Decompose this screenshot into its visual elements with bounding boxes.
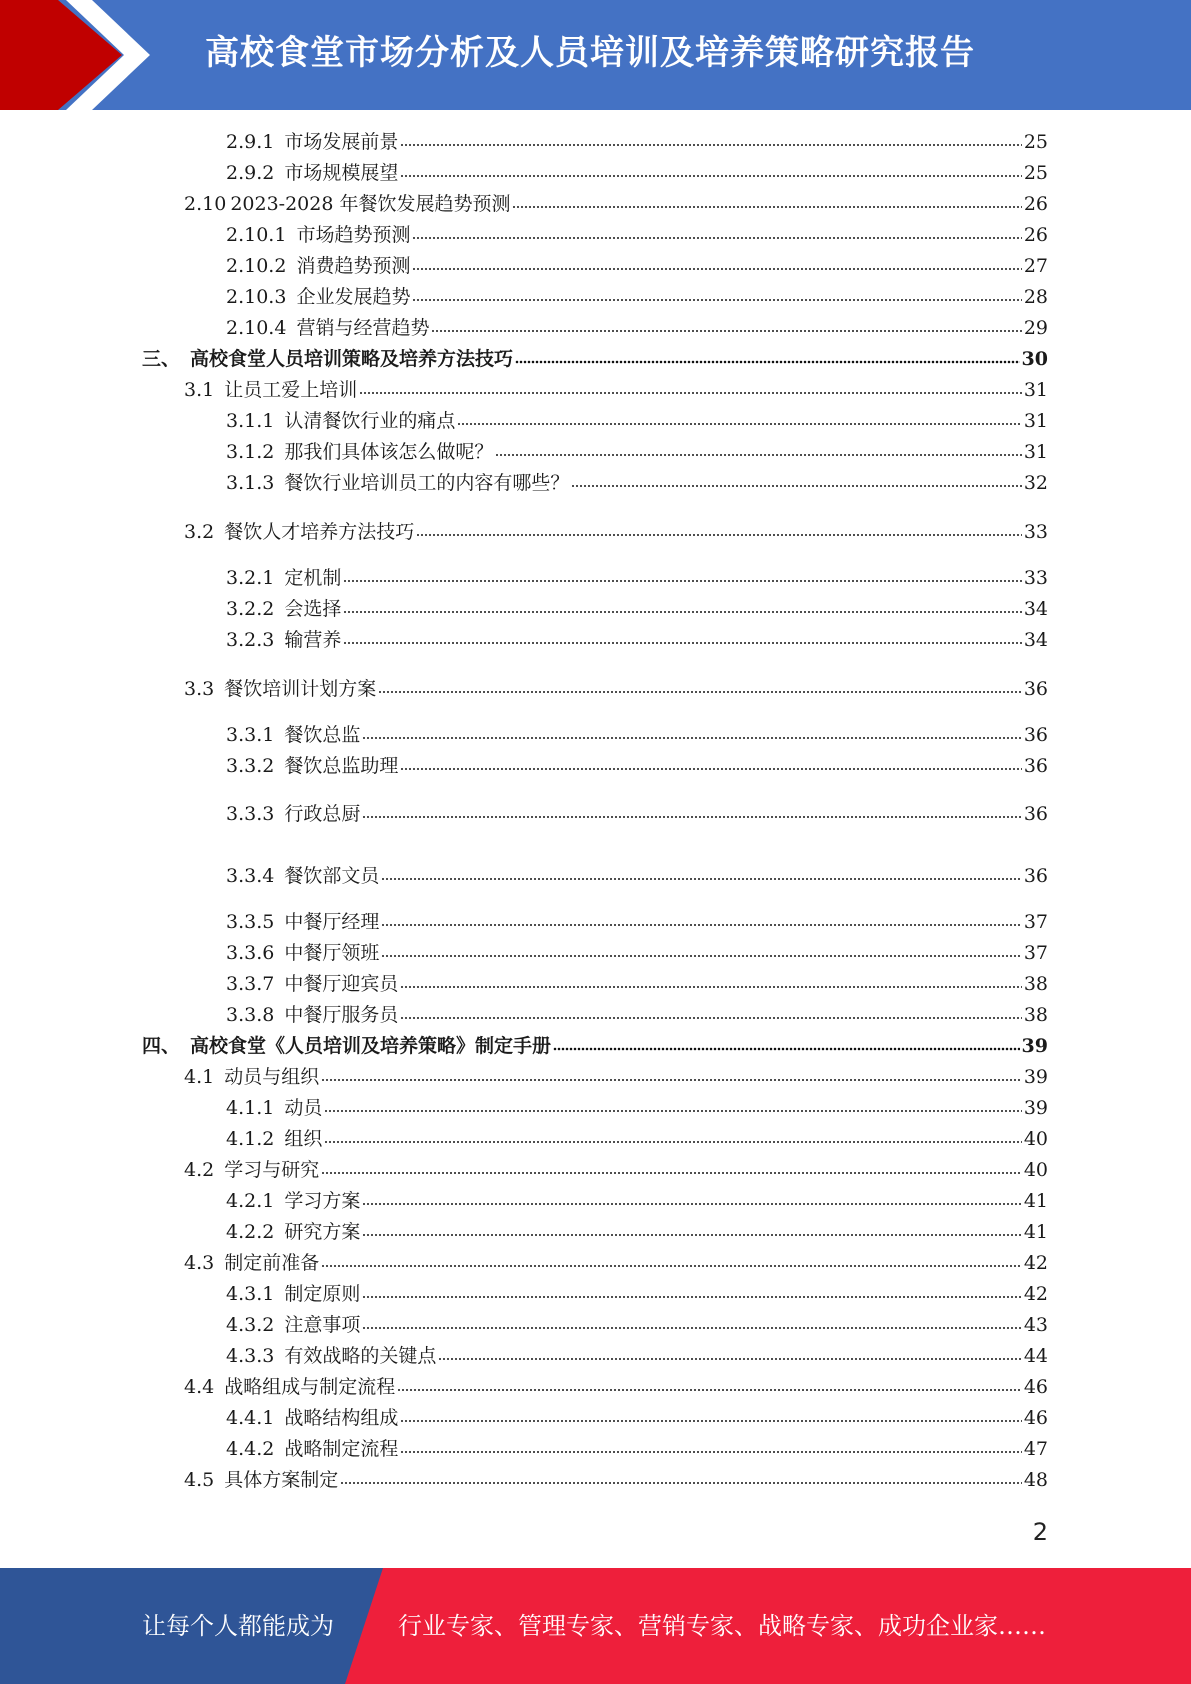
toc-entry-title: 输营养: [284, 629, 342, 651]
toc-entry-number: 3.2: [184, 521, 215, 543]
toc-entry-page: 33: [1023, 567, 1048, 589]
toc-dot-leader: [343, 626, 1021, 646]
toc-dot-leader: [400, 752, 1021, 772]
toc-entry-page: 47: [1023, 1438, 1048, 1460]
toc-entry-page: 26: [1023, 224, 1048, 246]
toc-dot-leader: [362, 1280, 1021, 1300]
toc-entry-number: 4.2: [184, 1159, 215, 1181]
toc-entry[interactable]: [226, 1311, 1048, 1339]
toc-entry-page: 36: [1023, 678, 1048, 700]
toc-entry-page: 41: [1023, 1221, 1048, 1243]
toc-entry-title: 动员: [284, 1097, 323, 1119]
toc-entry-page: 27: [1023, 255, 1048, 277]
toc-dot-leader: [359, 376, 1022, 396]
toc-entry-number: 3.3: [184, 678, 215, 700]
toc-entry-title: 战略组成与制定流程: [224, 1376, 396, 1398]
toc-entry[interactable]: [226, 1001, 1048, 1029]
toc-entry-page: 31: [1023, 441, 1048, 463]
toc-entry-title: 组织: [284, 1128, 323, 1150]
toc-entry[interactable]: [226, 128, 1048, 156]
toc-entry[interactable]: [226, 159, 1048, 187]
toc-entry[interactable]: [226, 1094, 1048, 1122]
toc-entry-number: 2.9.1: [226, 131, 275, 153]
toc-dot-leader: [343, 595, 1021, 615]
toc-entry-page: 39: [1023, 1066, 1048, 1088]
toc-dot-leader: [321, 1156, 1022, 1176]
toc-entry-title: 注意事项: [284, 1314, 361, 1336]
toc-entry[interactable]: [184, 1466, 1048, 1494]
toc-dot-leader: [553, 1032, 1020, 1052]
toc-dot-leader: [324, 1125, 1021, 1145]
toc-entry-number: 4.1.1: [226, 1097, 275, 1119]
toc-entry-page: 28: [1023, 286, 1048, 308]
toc-entry-title: 具体方案制定: [224, 1469, 339, 1491]
toc-entry-number: 3.3.6: [226, 942, 275, 964]
toc-entry-page: 31: [1023, 410, 1048, 432]
toc-entry-page: 42: [1023, 1283, 1048, 1305]
toc-entry[interactable]: [226, 407, 1048, 435]
toc-entry-title: 餐饮人才培养方法技巧: [224, 521, 415, 543]
toc-entry-number: 3.3.2: [226, 755, 275, 777]
toc-entry[interactable]: [226, 1125, 1048, 1153]
toc-dot-leader: [438, 1342, 1021, 1362]
toc-entry-page: 25: [1023, 162, 1048, 184]
toc-entry[interactable]: [226, 939, 1048, 967]
toc-entry[interactable]: [226, 800, 1048, 828]
toc-entry-page: 39: [1023, 1097, 1048, 1119]
toc-entry-title: 企业发展趋势: [296, 286, 411, 308]
toc-dot-leader: [412, 252, 1021, 272]
toc-dot-leader: [378, 675, 1022, 695]
toc-dot-leader: [340, 1466, 1022, 1486]
toc-dot-leader: [400, 970, 1021, 990]
toc-dot-leader: [431, 314, 1021, 334]
header-banner: [0, 0, 1191, 110]
toc-entry-page: 37: [1023, 911, 1048, 933]
toc-dot-leader: [495, 438, 1021, 458]
toc-entry-title: 制定原则: [284, 1283, 361, 1305]
toc-entry-title: 制定前准备: [224, 1252, 320, 1274]
toc-entry-title: 餐饮总监: [284, 724, 361, 746]
toc-entry-title: 高校食堂人员培训策略及培养方法技巧: [190, 348, 514, 370]
toc-entry-page: 37: [1023, 942, 1048, 964]
toc-dot-leader: [400, 159, 1021, 179]
toc-entry[interactable]: [226, 314, 1048, 342]
toc-entry-title: 让员工爱上培训: [224, 379, 358, 401]
toc-entry-title: 战略制定流程: [284, 1438, 399, 1460]
toc-entry-title: 定机制: [284, 567, 342, 589]
page-number: 2: [1032, 1518, 1048, 1546]
toc-entry-number: 3.2.1: [226, 567, 275, 589]
toc-dot-leader: [324, 1094, 1021, 1114]
toc-entry-page: 32: [1023, 472, 1048, 494]
toc-dot-leader: [571, 469, 1021, 489]
toc-dot-leader: [321, 1249, 1022, 1269]
toc-dot-leader: [512, 190, 1021, 210]
toc-entry-number: 4.1: [184, 1066, 215, 1088]
toc-dot-leader: [362, 1187, 1021, 1207]
toc-entry-number: 3.3.5: [226, 911, 275, 933]
toc-entry[interactable]: [226, 862, 1048, 890]
toc-entry-title: 那我们具体该怎么做呢？: [284, 441, 494, 463]
toc-entry[interactable]: [226, 221, 1048, 249]
toc-entry-page: 31: [1023, 379, 1048, 401]
toc-entry-number: 4.3.2: [226, 1314, 275, 1336]
toc-entry-number: 三、: [142, 348, 181, 370]
toc-entry-number: 3.2.3: [226, 629, 275, 651]
toc-entry[interactable]: [226, 283, 1048, 311]
toc-entry-page: 36: [1023, 865, 1048, 887]
toc-entry-page: 34: [1023, 598, 1048, 620]
toc-entry-title: 中餐厅领班: [284, 942, 380, 964]
toc-entry-page: 46: [1023, 1407, 1048, 1429]
toc-entry-page: 38: [1023, 1004, 1048, 1026]
toc-entry-number: 3.3.3: [226, 803, 275, 825]
toc-entry-title: 中餐厅服务员: [284, 1004, 399, 1026]
toc-dot-leader: [397, 1373, 1022, 1393]
toc-entry-page: 33: [1023, 521, 1048, 543]
toc-entry-title: 市场趋势预测: [296, 224, 411, 246]
toc-entry-title: 行政总厨: [284, 803, 361, 825]
toc-entry-title: 餐饮部文员: [284, 865, 380, 887]
toc-entry[interactable]: [226, 1218, 1048, 1246]
toc-entry-title: 学习方案: [284, 1190, 361, 1212]
toc-entry-title: 有效战略的关键点: [284, 1345, 437, 1367]
toc-entry[interactable]: [184, 1156, 1048, 1184]
toc-entry-number: 3.3.1: [226, 724, 275, 746]
toc-entry-title: 中餐厅经理: [284, 911, 380, 933]
toc-dot-leader: [362, 721, 1021, 741]
toc-entry-page: 38: [1023, 973, 1048, 995]
toc-dot-leader: [321, 1063, 1022, 1083]
toc-entry[interactable]: [226, 1342, 1048, 1370]
toc-entry-page: 48: [1023, 1469, 1048, 1491]
toc-entry-page: 39: [1021, 1035, 1048, 1057]
toc-entry[interactable]: [184, 1063, 1048, 1091]
toc-entry-title: 高校食堂《人员培训及培养策略》制定手册: [190, 1035, 552, 1057]
toc-entry-title: 会选择: [284, 598, 342, 620]
footer-slogan-left: 让每个人都能成为: [142, 1612, 334, 1640]
toc-entry-page: 36: [1023, 803, 1048, 825]
toc-dot-leader: [381, 862, 1021, 882]
toc-entry-number: 3.1.2: [226, 441, 275, 463]
toc-entry-number: 4.4.2: [226, 1438, 275, 1460]
toc-entry-title: 学习与研究: [224, 1159, 320, 1181]
toc-entry-title: 消费趋势预测: [296, 255, 411, 277]
toc-dot-leader: [400, 1001, 1021, 1021]
toc-entry[interactable]: [142, 345, 1048, 373]
toc-entry-number: 2.10.4: [226, 317, 287, 339]
toc-dot-leader: [400, 1404, 1021, 1424]
toc-entry-title: 动员与组织: [224, 1066, 320, 1088]
toc-entry[interactable]: [226, 469, 1048, 497]
toc-dot-leader: [515, 345, 1020, 365]
toc-entry-number: 2.10.2: [226, 255, 287, 277]
toc-entry[interactable]: [226, 908, 1048, 936]
toc-entry-number: 3.2.2: [226, 598, 275, 620]
report-title: 高校食堂市场分析及人员培训及培养策略研究报告: [205, 33, 975, 73]
toc-entry[interactable]: [226, 752, 1048, 780]
toc-entry-title: 营销与经营趋势: [296, 317, 430, 339]
toc-entry[interactable]: [226, 564, 1048, 592]
toc-entry-number: 3.1: [184, 379, 215, 401]
toc-entry-number: 3.3.4: [226, 865, 275, 887]
footer-banner: [0, 1568, 1191, 1684]
toc-entry-title: 餐饮行业培训员工的内容有哪些？: [284, 472, 570, 494]
toc-dot-leader: [381, 908, 1021, 928]
toc-dot-leader: [412, 283, 1021, 303]
toc-entry-number: 2.10.3: [226, 286, 287, 308]
toc-entry[interactable]: [184, 1373, 1048, 1401]
toc-dot-leader: [362, 1218, 1021, 1238]
toc-entry[interactable]: [142, 1032, 1048, 1060]
toc-entry[interactable]: [226, 1187, 1048, 1215]
toc-entry-title: 中餐厅迎宾员: [284, 973, 399, 995]
toc-entry-number: 3.3.7: [226, 973, 275, 995]
toc-entry[interactable]: [226, 626, 1048, 654]
toc-entry-title: 餐饮培训计划方案: [224, 678, 377, 700]
toc-dot-leader: [457, 407, 1021, 427]
toc-entry-number: 3.3.8: [226, 1004, 275, 1026]
toc-entry-page: 46: [1023, 1376, 1048, 1398]
toc-entry[interactable]: [226, 252, 1048, 280]
toc-entry[interactable]: [226, 1435, 1048, 1463]
toc-entry-title: 市场规模展望: [284, 162, 399, 184]
toc-entry-page: 26: [1023, 193, 1048, 215]
toc-entry-page: 29: [1023, 317, 1048, 339]
toc-dot-leader: [381, 939, 1021, 959]
toc-entry-title: 认清餐饮行业的痛点: [284, 410, 456, 432]
toc-entry-number: 4.2.2: [226, 1221, 275, 1243]
toc-entry-title: 2023-2028 年餐饮发展趋势预测: [230, 193, 511, 215]
toc-entry-page: 36: [1023, 724, 1048, 746]
toc-entry-number: 2.9.2: [226, 162, 275, 184]
toc-entry[interactable]: [184, 190, 1048, 218]
toc-entry-number: 3.1.1: [226, 410, 275, 432]
toc-entry[interactable]: [226, 721, 1048, 749]
toc-entry-number: 4.4: [184, 1376, 215, 1398]
toc-entry-number: 4.2.1: [226, 1190, 275, 1212]
toc-dot-leader: [412, 221, 1021, 241]
toc-entry[interactable]: [226, 970, 1048, 998]
toc-dot-leader: [343, 564, 1021, 584]
toc-entry-page: 25: [1023, 131, 1048, 153]
toc-entry-page: 34: [1023, 629, 1048, 651]
toc-entry-number: 2.10.1: [226, 224, 287, 246]
toc-entry-number: 3.1.3: [226, 472, 275, 494]
toc-entry-title: 战略结构组成: [284, 1407, 399, 1429]
toc-entry-number: 4.3.1: [226, 1283, 275, 1305]
toc-entry[interactable]: [184, 376, 1048, 404]
toc-entry[interactable]: [226, 438, 1048, 466]
toc-dot-leader: [362, 800, 1021, 820]
toc-dot-leader: [400, 1435, 1021, 1455]
toc-dot-leader: [362, 1311, 1021, 1331]
toc-entry[interactable]: [184, 518, 1048, 546]
toc-entry-page: 40: [1023, 1159, 1048, 1181]
toc-entry-number: 4.3: [184, 1252, 215, 1274]
toc-entry-page: 36: [1023, 755, 1048, 777]
footer-slogan-right: 行业专家、管理专家、营销专家、战略专家、成功企业家……: [398, 1612, 1046, 1640]
toc-entry-page: 40: [1023, 1128, 1048, 1150]
toc-entry[interactable]: [226, 1280, 1048, 1308]
toc-entry-number: 4.5: [184, 1469, 215, 1491]
toc-entry-number: 四、: [142, 1035, 181, 1057]
toc-entry-title: 餐饮总监助理: [284, 755, 399, 777]
toc-entry-number: 4.1.2: [226, 1128, 275, 1150]
toc-entry-page: 43: [1023, 1314, 1048, 1336]
toc-entry-number: 4.3.3: [226, 1345, 275, 1367]
chevron-arrow-icon: [0, 0, 160, 110]
toc-entry[interactable]: [184, 675, 1048, 703]
toc-entry-title: 研究方案: [284, 1221, 361, 1243]
toc-entry-title: 市场发展前景: [284, 131, 399, 153]
toc-entry-number: 2.10: [184, 193, 227, 215]
toc-entry[interactable]: [184, 1249, 1048, 1277]
toc-entry-page: 30: [1021, 348, 1048, 370]
toc-entry-page: 41: [1023, 1190, 1048, 1212]
toc-entry-page: 42: [1023, 1252, 1048, 1274]
toc-dot-leader: [400, 128, 1021, 148]
toc-entry-page: 44: [1023, 1345, 1048, 1367]
toc-dot-leader: [416, 518, 1022, 538]
toc-entry-number: 4.4.1: [226, 1407, 275, 1429]
toc-entry[interactable]: [226, 595, 1048, 623]
toc-entry[interactable]: [226, 1404, 1048, 1432]
